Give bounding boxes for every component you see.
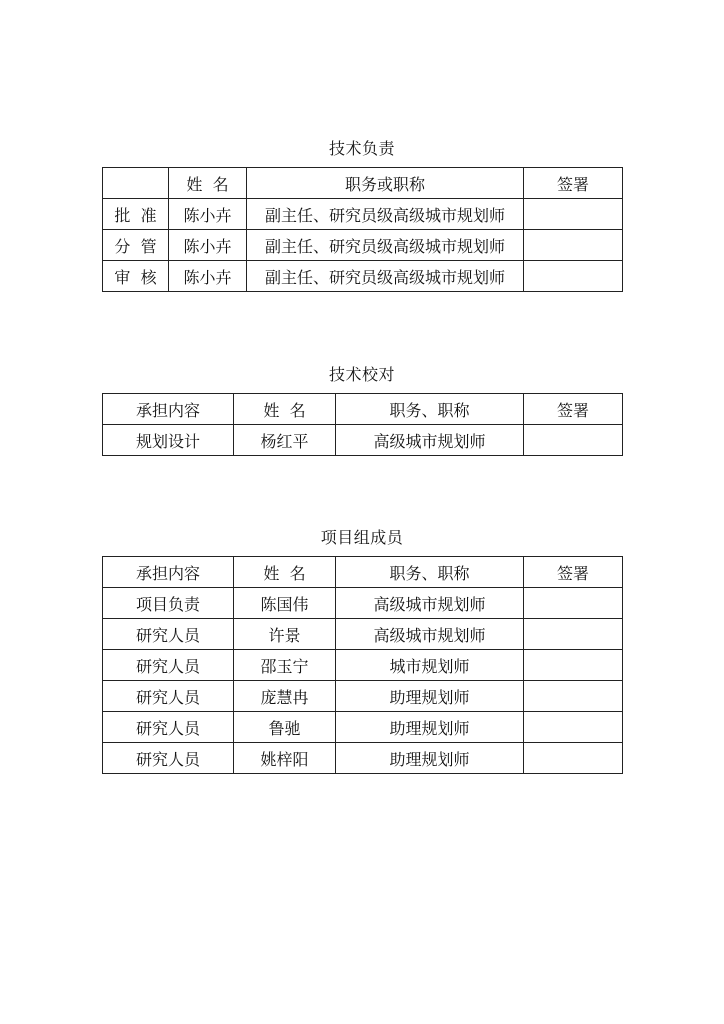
header-signature: 签署	[524, 394, 623, 425]
signature-cell	[524, 650, 623, 681]
position-cell: 副主任、研究员级高级城市规划师	[247, 199, 524, 230]
table-row	[103, 588, 623, 619]
position-cell: 助理规划师	[336, 681, 524, 712]
position-cell: 副主任、研究员级高级城市规划师	[247, 261, 524, 292]
position-cell: 高级城市规划师	[336, 619, 524, 650]
task-cell: 研究人员	[103, 743, 234, 774]
table-row	[103, 425, 623, 456]
signature-cell	[524, 681, 623, 712]
header-position: 职务、职称	[336, 557, 524, 588]
name-cell: 陈国伟	[234, 588, 336, 619]
table-header-row	[103, 168, 623, 199]
role-cell: 批 准	[103, 199, 169, 230]
task-cell: 项目负责	[103, 588, 234, 619]
header-name: 姓 名	[234, 394, 336, 425]
name-cell: 庞慧冉	[234, 681, 336, 712]
technical-review-table	[102, 393, 623, 456]
position-cell: 副主任、研究员级高级城市规划师	[247, 230, 524, 261]
name-cell: 鲁驰	[234, 712, 336, 743]
header-signature: 签署	[524, 168, 623, 199]
task-cell: 研究人员	[103, 712, 234, 743]
header-signature: 签署	[524, 557, 623, 588]
header-task: 承担内容	[103, 557, 234, 588]
name-cell: 陈小卉	[169, 230, 247, 261]
role-cell: 审 核	[103, 261, 169, 292]
name-cell: 姚梓阳	[234, 743, 336, 774]
signature-cell	[524, 712, 623, 743]
position-cell: 助理规划师	[336, 743, 524, 774]
table-header-row	[103, 394, 623, 425]
task-cell: 研究人员	[103, 650, 234, 681]
position-cell: 助理规划师	[336, 712, 524, 743]
signature-cell	[524, 230, 623, 261]
table-row	[103, 261, 623, 292]
header-name: 姓 名	[169, 168, 247, 199]
task-cell: 规划设计	[103, 425, 234, 456]
role-cell: 分 管	[103, 230, 169, 261]
project-members-table	[102, 556, 623, 774]
header-name: 姓 名	[234, 557, 336, 588]
signature-cell	[524, 588, 623, 619]
table-row	[103, 619, 623, 650]
signature-cell	[524, 425, 623, 456]
header-role	[103, 168, 169, 199]
table-header-row	[103, 557, 623, 588]
name-cell: 邵玉宁	[234, 650, 336, 681]
position-cell: 高级城市规划师	[336, 425, 524, 456]
table-row	[103, 650, 623, 681]
name-cell: 许景	[234, 619, 336, 650]
task-cell: 研究人员	[103, 619, 234, 650]
position-cell: 城市规划师	[336, 650, 524, 681]
table-row	[103, 199, 623, 230]
signature-cell	[524, 743, 623, 774]
name-cell: 杨红平	[234, 425, 336, 456]
signature-cell	[524, 261, 623, 292]
table-row	[103, 230, 623, 261]
header-position: 职务、职称	[336, 394, 524, 425]
table-row	[103, 681, 623, 712]
project-members-title: 项目组成员	[320, 528, 404, 547]
task-cell: 研究人员	[103, 681, 234, 712]
signature-cell	[524, 619, 623, 650]
table-row	[103, 712, 623, 743]
position-cell: 高级城市规划师	[336, 588, 524, 619]
name-cell: 陈小卉	[169, 261, 247, 292]
technical-review-title: 技术校对	[328, 365, 395, 384]
technical-leads-title: 技术负责	[328, 139, 395, 158]
header-position: 职务或职称	[247, 168, 524, 199]
header-task: 承担内容	[103, 394, 234, 425]
technical-leads-table	[102, 167, 623, 292]
signature-cell	[524, 199, 623, 230]
table-row	[103, 743, 623, 774]
name-cell: 陈小卉	[169, 199, 247, 230]
